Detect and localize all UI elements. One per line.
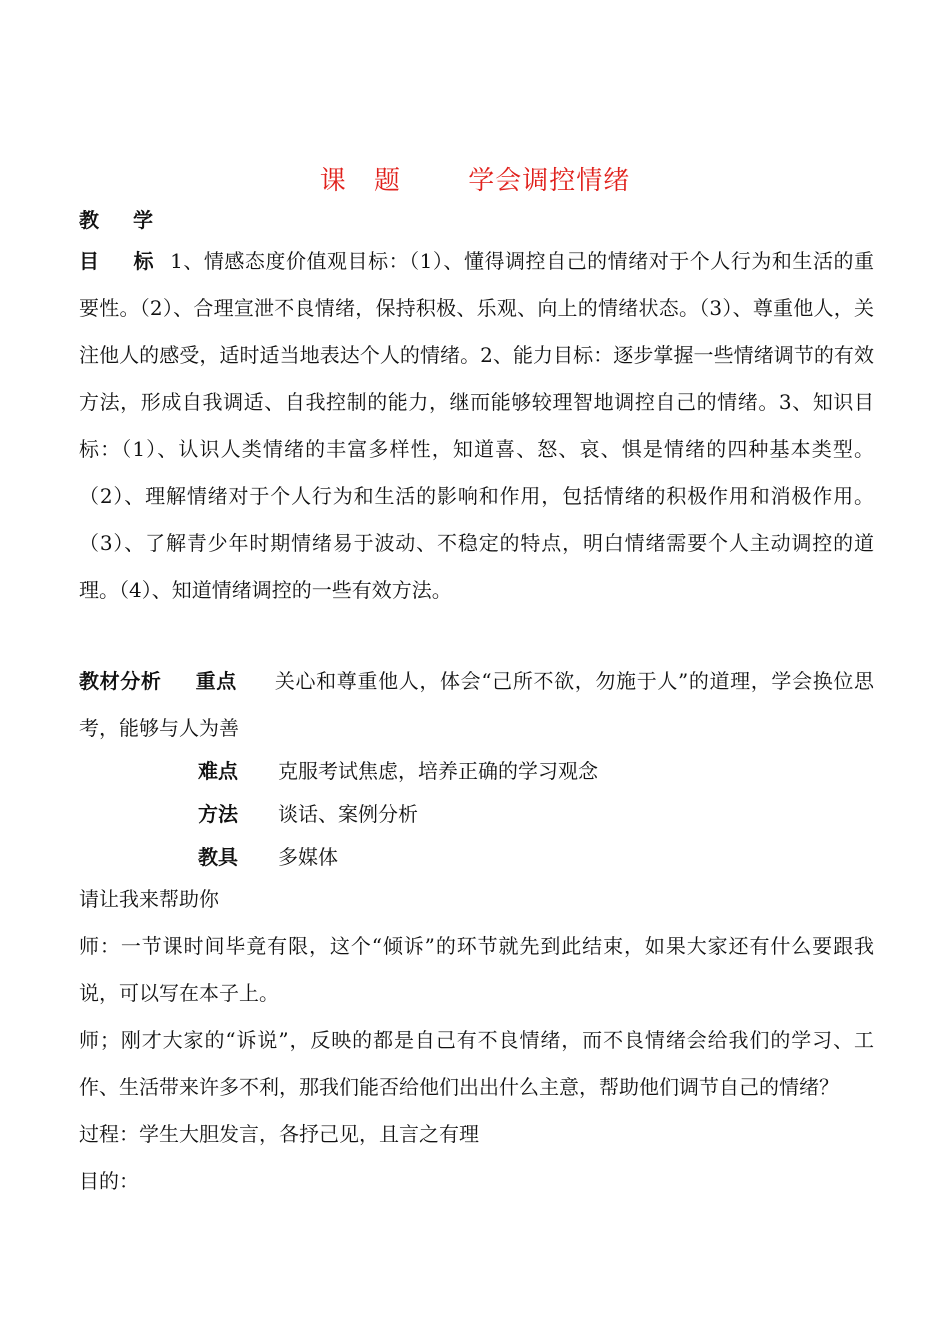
method-text: 谈话、案例分析 [278,802,418,826]
teacher-line-1: 师：一节课时间毕竟有限，这个“倾诉”的环节就先到此结束，如果大家还有什么要跟我说，可以写在本子上。 [79,934,874,1005]
tools-row [198,834,338,881]
analysis-label: 教材分析 [79,669,162,693]
teaching-label [79,200,153,240]
method-label: 方法 [198,802,238,826]
key-point-text: 关心和尊重他人，体会“己所不欲，勿施于人”的道理，学会换位思考，能够与人为善 [79,669,875,740]
title-topic: 学会调控情绪 [468,166,631,196]
difficulty-text: 克服考试焦虑，培养正确的学习观念 [278,759,598,783]
key-point-label: 重点 [195,669,237,693]
title-part2: 题 [373,166,401,196]
purpose-line: 目的： [79,1169,139,1193]
process-line: 过程：学生大胆发言，各抒己见，且言之有理 [79,1122,479,1146]
lesson-body [79,876,874,1205]
difficulty-label: 难点 [198,759,238,783]
goals-text: 1、情感态度价值观目标：（1）、懂得调控自己的情绪对于个人行为和生活的重要性。（2）、合理宣泄不良情绪，保持积极、乐观、向上的情绪状态。（3）、尊重他人，关注他人的感受，适时适当地表达个人的情绪。2、能力目标：逐步掌握一些情绪调节的有效方法，形成自我调适、自我控制的能力，继而能够较理智地调控自己的情绪。3、知识目标：（1）、认识人类情绪的丰富多样性，知道喜、怒、哀、惧是情绪的四种基本类型。（2）、理解情绪对于个人行为和生活的影响和作用，包括情绪的积极作用和消极作用。（3）、了解青少年时期情绪易于波动、不稳定的特点，明白情绪需要个人主动调控的道理。（4）、知道情绪调控的一些有效方法。 [79,249,875,602]
goals-label-char1: 目 [79,249,100,273]
tools-text: 多媒体 [278,845,338,869]
teaching-label-char2: 学 [133,208,153,232]
teaching-goals [79,238,874,614]
teacher-line-2: 师；刚才大家的“诉说”，反映的都是自己有不良情绪，而不良情绪会给我们的学习、工作、生活带来许多不利，那我们能否给他们出出什么主意，帮助他们调节自己的情绪？ [79,1028,874,1099]
lesson-title [0,160,950,197]
material-analysis [79,658,874,752]
goals-label-char2: 标 [133,249,155,273]
goals-label [79,249,154,273]
method-row [198,791,418,838]
section-heading: 请让我来帮助你 [79,887,219,911]
tools-label: 教具 [198,845,238,869]
teaching-label-char1: 教 [79,208,99,232]
difficulty-row [198,748,598,795]
title-part1: 课 [319,166,347,196]
